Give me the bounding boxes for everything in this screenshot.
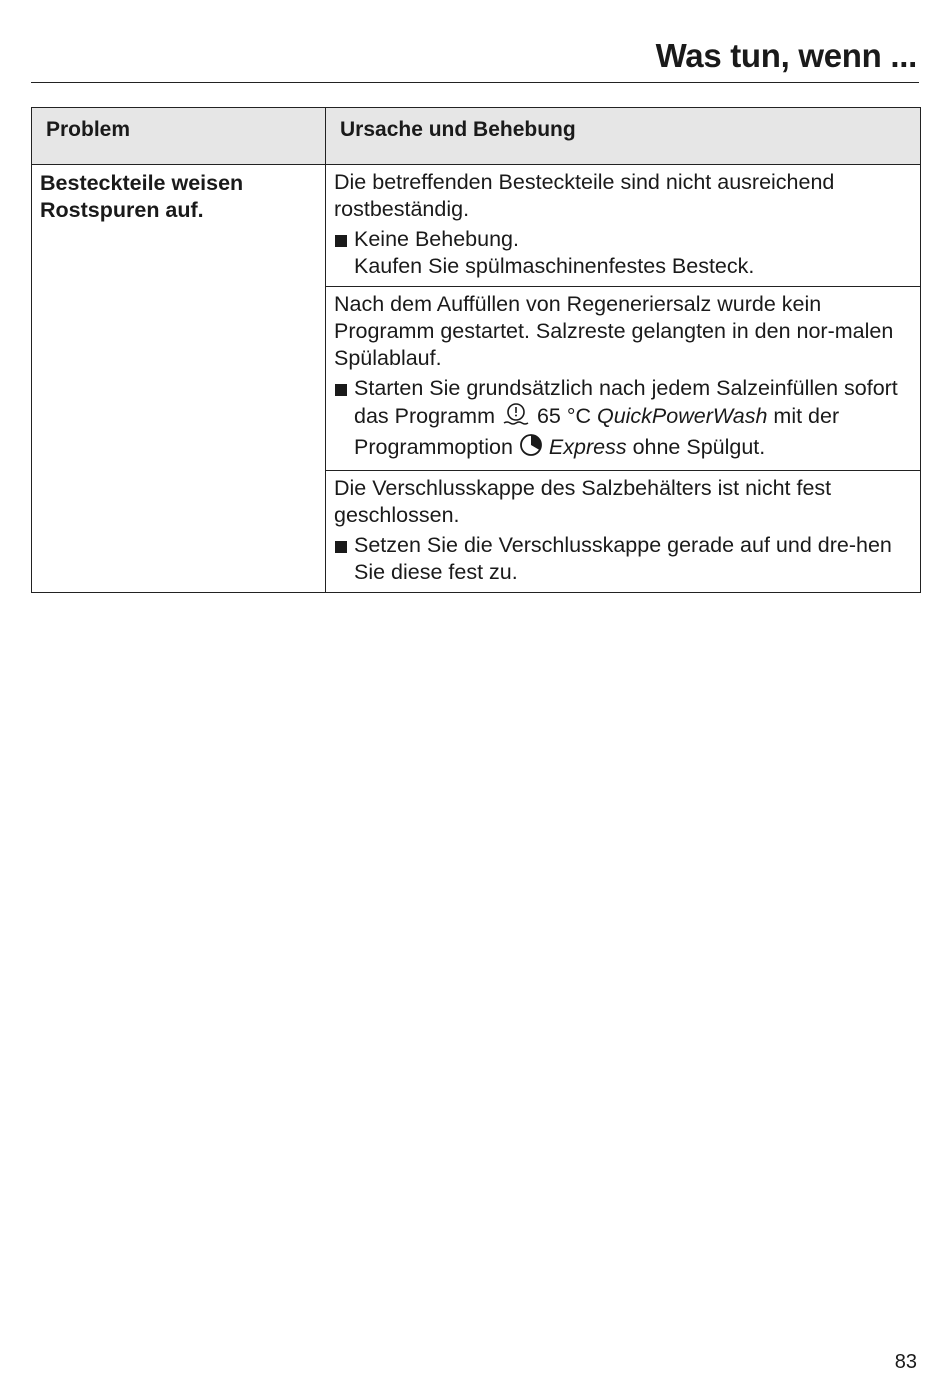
square-bullet-icon — [335, 235, 347, 247]
option-name: Express — [548, 435, 627, 459]
page-title: Was tun, wenn ... — [655, 37, 917, 74]
table-header-row — [32, 108, 921, 165]
remedy-text: ohne Spülgut. — [632, 435, 766, 459]
remedy-item — [334, 532, 912, 586]
remedy-text: Kaufen Sie spülmaschinenfestes Besteck. — [354, 254, 755, 278]
cause-cell — [326, 287, 921, 471]
column-header-problem: Problem — [32, 108, 326, 165]
troubleshooting-table — [31, 107, 921, 593]
page-header — [31, 30, 919, 83]
quickpowerwash-program-icon — [501, 402, 531, 433]
cause-cell — [326, 471, 921, 593]
square-bullet-icon — [335, 384, 347, 396]
page-number: 83 — [894, 1351, 917, 1373]
remedy-item — [334, 375, 912, 464]
remedy-text: Keine Behebung. — [354, 227, 519, 251]
express-option-icon — [519, 433, 543, 464]
remedy-text: Starten Sie grundsätzlich nach jedem Salzeinfüllen sofort das Programm — [354, 376, 898, 428]
remedy-text: Setzen Sie die Verschlusskappe gerade auf und dre-hen Sie diese fest zu. — [354, 533, 892, 584]
problem-cell: Besteckteile weisen Rostspuren auf. — [32, 165, 326, 593]
program-name: QuickPowerWash — [596, 404, 768, 428]
cause-text: Die betreffenden Besteckteile sind nicht ausreichend rostbeständig. — [334, 170, 835, 221]
cause-text: Die Verschlusskappe des Salzbehälters ist nicht fest geschlossen. — [334, 476, 832, 527]
cause-cell — [326, 165, 921, 287]
cause-text: Nach dem Auffüllen von Regeneriersalz wurde kein Programm gestartet. Salzreste gelangten in den nor-malen Spülablauf. — [334, 292, 894, 370]
remedy-item — [334, 226, 912, 280]
program-temperature: 65 °C — [536, 404, 591, 428]
table-row — [32, 165, 921, 287]
square-bullet-icon — [335, 541, 347, 553]
column-header-cause-remedy: Ursache und Behebung — [326, 108, 921, 165]
remedy-text: mit der Programmoption — [354, 404, 840, 459]
